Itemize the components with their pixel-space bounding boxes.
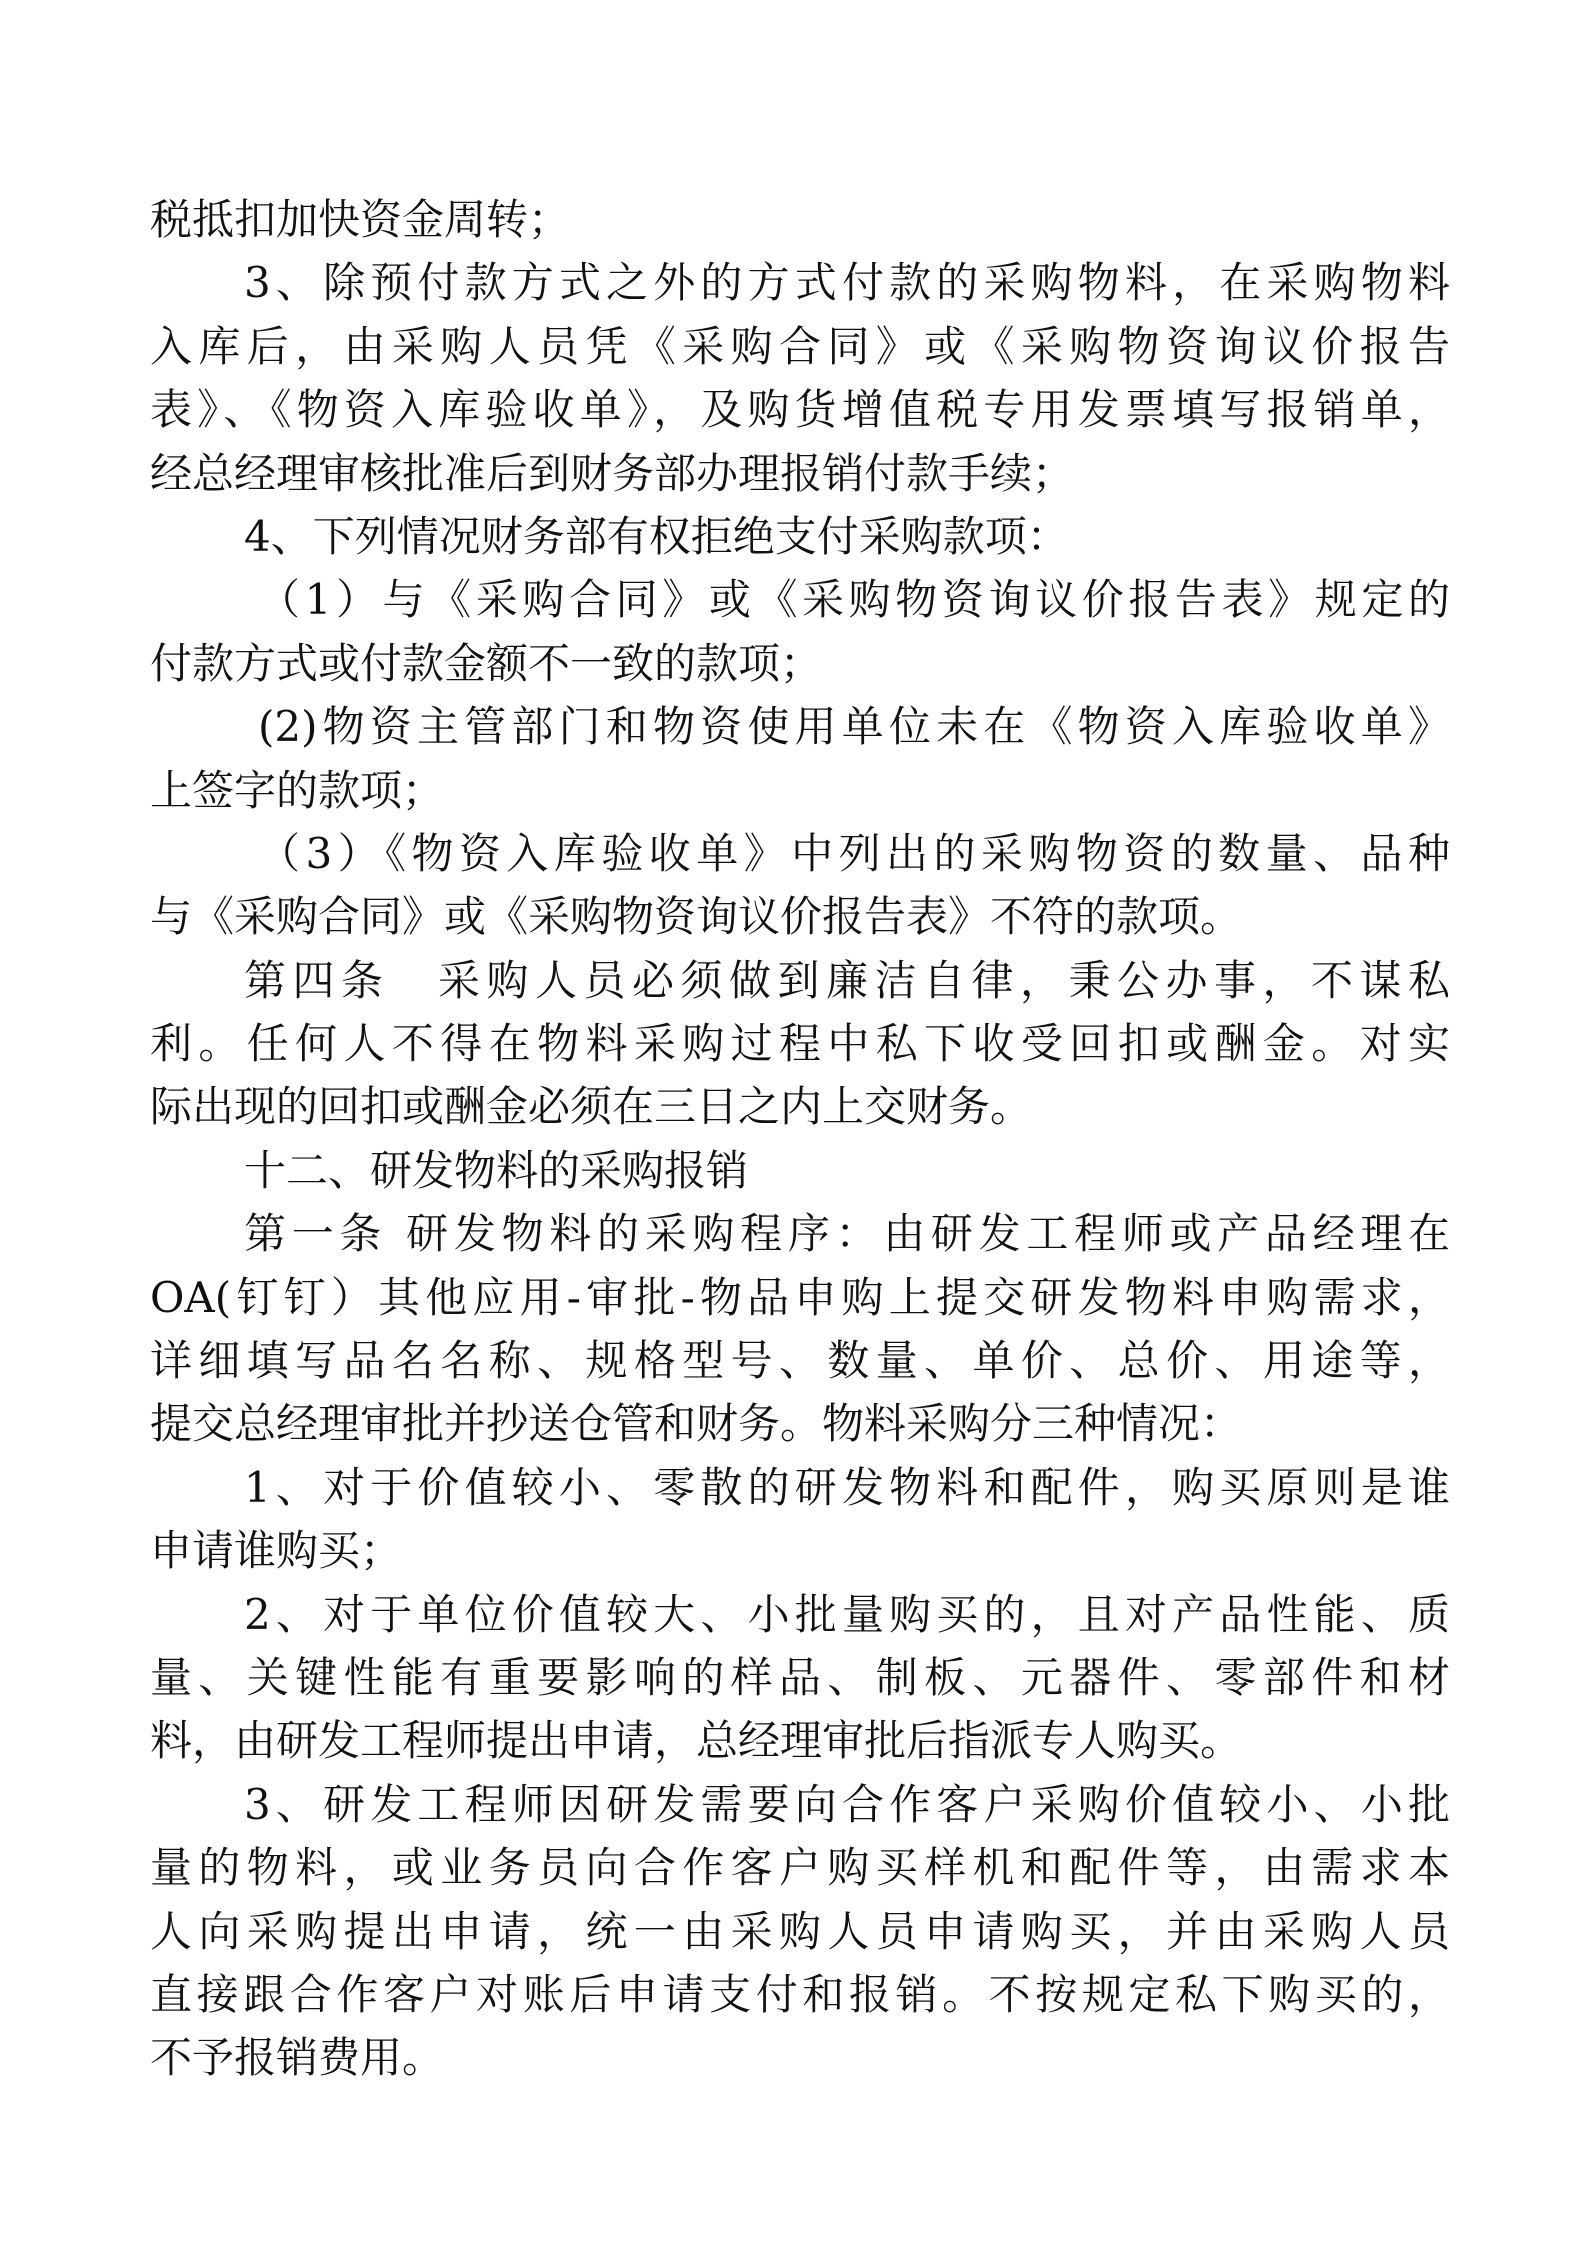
text-line: 入库后，由采购人员凭《采购合同》或《采购物资询议价报告 [150,321,1450,371]
text-line: (2)物资主管部门和物资使用单位未在《物资入库验收单》 [258,702,1450,752]
text-line: 人向采购提出申请，统一由采购人员申请购买，并由采购人员 [150,1906,1450,1956]
text-line: 经总经理审核批准后到财务部办理报销付款手续； [150,448,1075,498]
text-line: 3、除预付款方式之外的方式付款的采购物料，在采购物料 [244,258,1450,308]
text-line: 税抵扣加快资金周转； [150,195,571,244]
text-line: 际出现的回扣或酬金必须在三日之内上交财务。 [150,1082,1033,1132]
text-line: 详细填写品名名称、规格型号、数量、单价、总价、用途等， [150,1336,1450,1386]
text-line: （1）与《采购合同》或《采购物资询议价报告表》规定的 [258,575,1450,625]
text-line: 利。任何人不得在物料采购过程中私下收受回扣或酬金。对实 [150,1019,1450,1069]
text-line: OA(钉钉）其他应用-审批-物品申购上提交研发物料申购需求， [150,1272,1450,1322]
text-line: 上签字的款项； [150,765,445,815]
document-body [150,188,1450,2090]
text-line: 与《采购合同》或《采购物资询议价报告表》不符的款项。 [150,892,1243,942]
text-line: 量的物料，或业务员向合作客户购买样机和配件等，由需求本 [150,1843,1450,1893]
text-line: 提交总经理审批并抄送仓管和财务。物料采购分三种情况： [150,1399,1243,1449]
text-line: （3）《物资入库验收单》中列出的采购物资的数量、品种 [258,828,1450,878]
text-line: 直接跟合作客户对账后申请支付和报销。不按规定私下购买的， [150,1969,1450,2019]
text-line: 不予报销费用。 [150,2033,445,2083]
text-line: 第四条 采购人员必须做到廉洁自律，秉公办事，不谋私 [244,955,1450,1005]
text-line: 第一条 研发物料的采购程序：由研发工程师或产品经理在 [244,1209,1450,1259]
text-line: 2、对于单位价值较大、小批量购买的，且对产品性能、质 [244,1589,1450,1639]
text-line: 4、下列情况财务部有权拒绝支付采购款项： [244,511,1069,561]
text-line: 1、对于价值较小、零散的研发物料和配件，购买原则是谁 [244,1462,1450,1512]
section-heading: 十二、研发物料的采购报销 [244,1145,749,1195]
text-line: 付款方式或付款金额不一致的款项； [150,638,823,688]
text-line: 料，由研发工程师提出申请，总经理审批后指派专人购买。 [150,1716,1243,1766]
text-line: 量、关键性能有重要影响的样品、制板、元器件、零部件和材 [150,1652,1450,1702]
text-line: 申请谁购买； [150,1526,403,1576]
text-line: 3、研发工程师因研发需要向合作客户采购价值较小、小批 [244,1779,1450,1829]
text-line: 表》、《物资入库验收单》，及购货增值税专用发票填写报销单， [150,385,1450,435]
